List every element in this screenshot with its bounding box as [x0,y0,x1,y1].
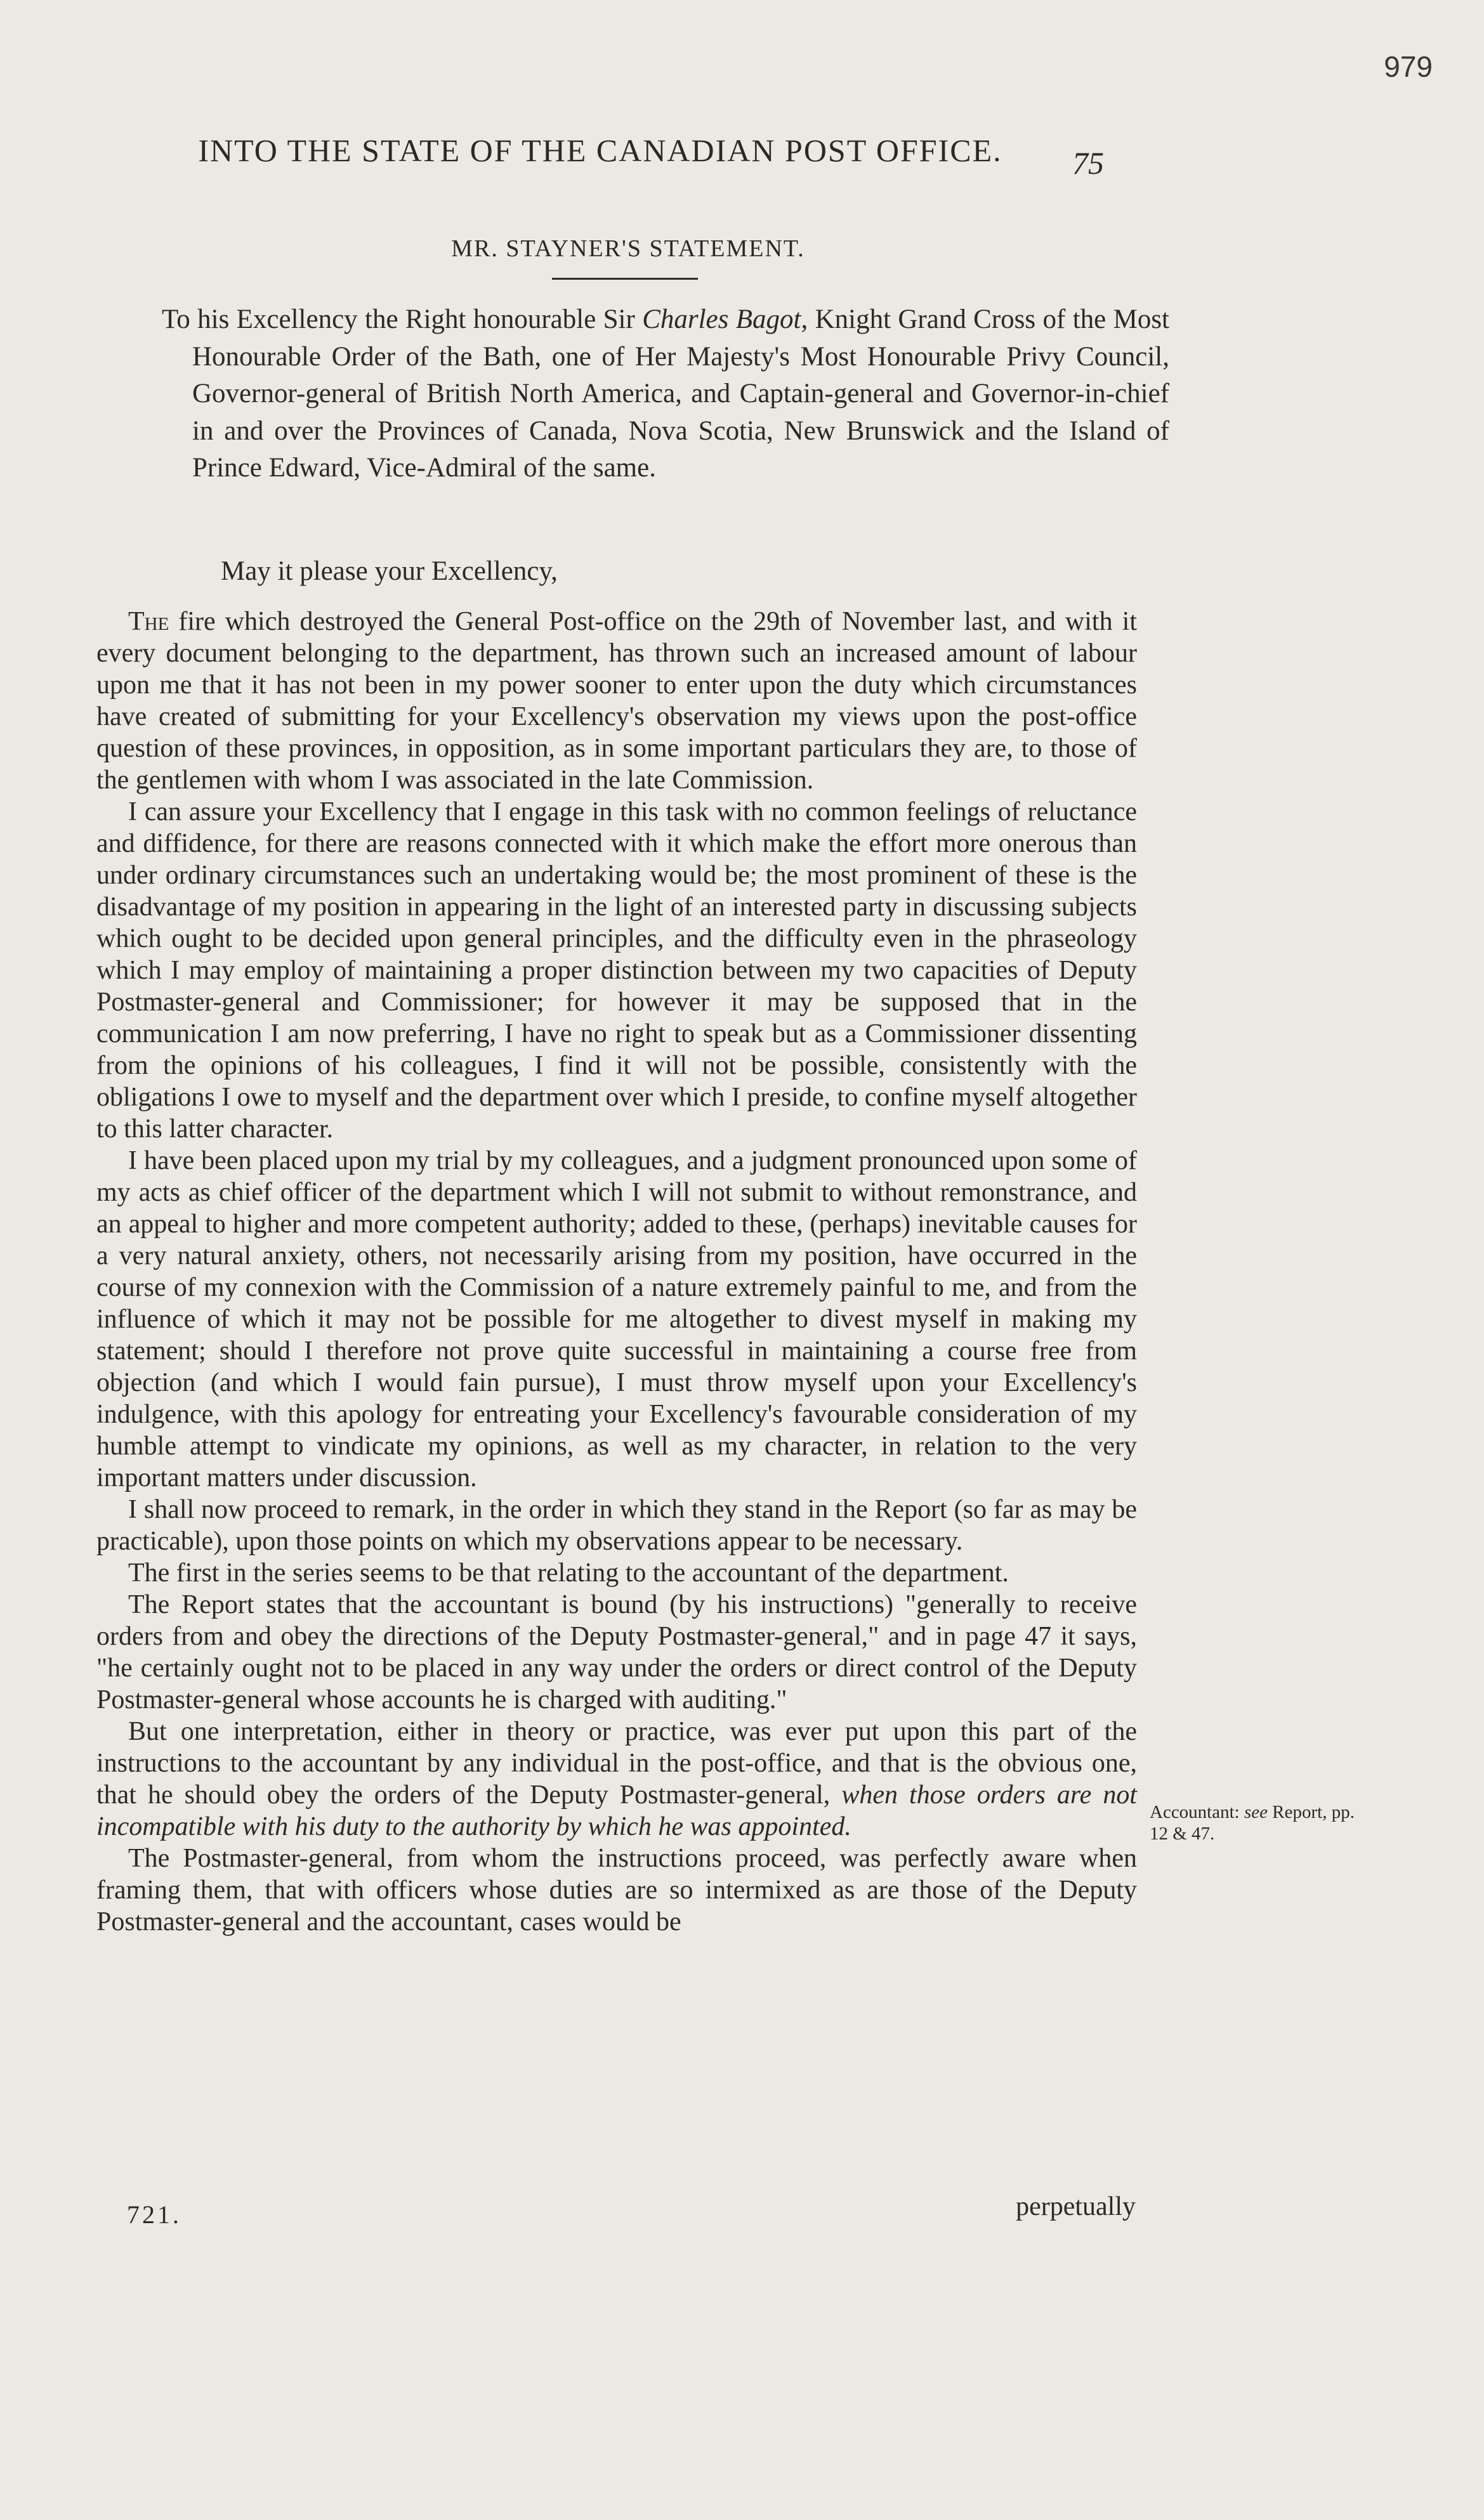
paragraph-1-text: fire which destroyed the General Post-office on the 29th of November last, and with it every document belonging to the department, has thrown such an increased amount of labour upon me that it has not been in my power sooner to enter upon the duty which circumstances have created of submitting for your Excellency's observation my views upon the post-office question of these provinces, in opposition, as in some important particulars they are, to those of the gentlemen with whom I was associated in the late Commission. [96,607,1137,795]
margin-note-label: Accountant: [1150,1802,1240,1822]
paragraph-7-text: But one interpretation, either in theory or practice, was ever put upon this part of the instructions to the accountant by any individual in the post-office, and that is the obvious one, that he should obey the orders of the Deputy Postmaster-general, [96,1717,1137,1810]
signature-mark: 721. [127,2200,181,2229]
paragraph-4: I shall now proceed to remark, in the order in which they stand in the Report (so far as may be practicable), upon those points on which my observations appear to be necessary. [96,1495,1137,1556]
address-name: Charles Bagot [642,304,801,334]
margin-note [1150,1801,1359,1844]
title-rule [552,278,698,280]
salutation: May it please your Excellency, [221,556,558,586]
paragraph-5: The first in the series seems to be that relating to the accountant of the department. [128,1558,1009,1588]
address-text-b: , Knight Grand Cross of the Most Honourable Order of the Bath, one of Her Majesty's Most Honourable Privy Council, Governor-general of British North America, and Captain-general and Governor-in-chief in and over the Provinces of Canada, Nova Scotia, New Brunswick and the Island of Prince Edward, Vice-Admiral of the same. [192,304,1169,483]
running-head: INTO THE STATE OF THE CANADIAN POST OFFICE. [198,133,1002,168]
address-block [162,301,1169,487]
paragraph-2: I can assure your Excellency that I engage in this task with no common feelings of reluctance and diffidence, for there are reasons connected with it which make the effort more onerous than under ordinary circumstances such an undertaking would be; the most prominent of these is the disadvantage of my position in appearing in the light of an interested party in discussing subjects which ought to be decided upon general principles, and the difficulty even in the phraseology which I may employ of maintaining a proper distinction between my two capacities of Deputy Postmaster-general and Commissioner; for however it may be supposed that in the communication I am now preferring, I have no right to speak but as a Commissioner dissenting from the opinions of his colleagues, I find it will not be possible, consistently with the obligations I owe to myself and the department over which I preside, to confine myself altogether to this latter character. [96,797,1137,1144]
catchword: perpetually [1016,2192,1136,2221]
address-text-a: To his Excellency the Right honourable Sir [162,304,643,334]
paragraph-1 [96,606,1137,796]
margin-note-see: see [1239,1802,1268,1822]
paragraph-6: The Report states that the accountant is bound (by his instructions) "generally to receive orders from and obey the directions of the Deputy Postmaster-general," and in page 47 it says, "he certainly ought not to be placed in any way under the orders or direct control of the Deputy Postmaster-general whose accounts he is charged with auditing." [96,1590,1137,1714]
paragraph-3: I have been placed upon my trial by my colleagues, and a judgment pronounced upon some of my acts as chief officer of the department which I will not submit to without remonstrance, and an appeal to higher and more competent authority; added to these, (perhaps) inevitable causes for a very natural anxiety, others, not necessarily arising from my position, have occurred in the course of my connexion with the Commission of a nature extremely painful to me, and from the influence of which it may not be possible for me altogether to divest myself in making my statement; should I therefore not prove quite successful in maintaining a course free from objection (and which I would fain pursue), I must throw myself upon your Excellency's indulgence, with this apology for entreating your Excellency's favourable consideration of my humble attempt to vindicate my opinions, as well as my character, in relation to the very important matters under discussion. [96,1146,1137,1492]
paragraph-1-lead: The [128,607,169,636]
paragraph-7 [96,1716,1137,1843]
paragraph-7-italic: when those orders are not incompatible with his duty to the authority by which he was appointed. [96,1780,1137,1841]
body-text [96,606,1137,1938]
section-title: MR. STAYNER'S STATEMENT. [451,235,805,262]
paragraph-8: The Postmaster-general, from whom the instructions proceed, was perfectly aware when framing them, that with officers whose duties are so intermixed as are those of the Deputy Postmaster-general and the accountant, cases would be [96,1844,1137,1936]
archive-page-number: 979 [1384,50,1433,83]
margin-note-ref: Report, pp. 12 & 47. [1150,1802,1355,1844]
page-number: 75 [1072,145,1104,181]
